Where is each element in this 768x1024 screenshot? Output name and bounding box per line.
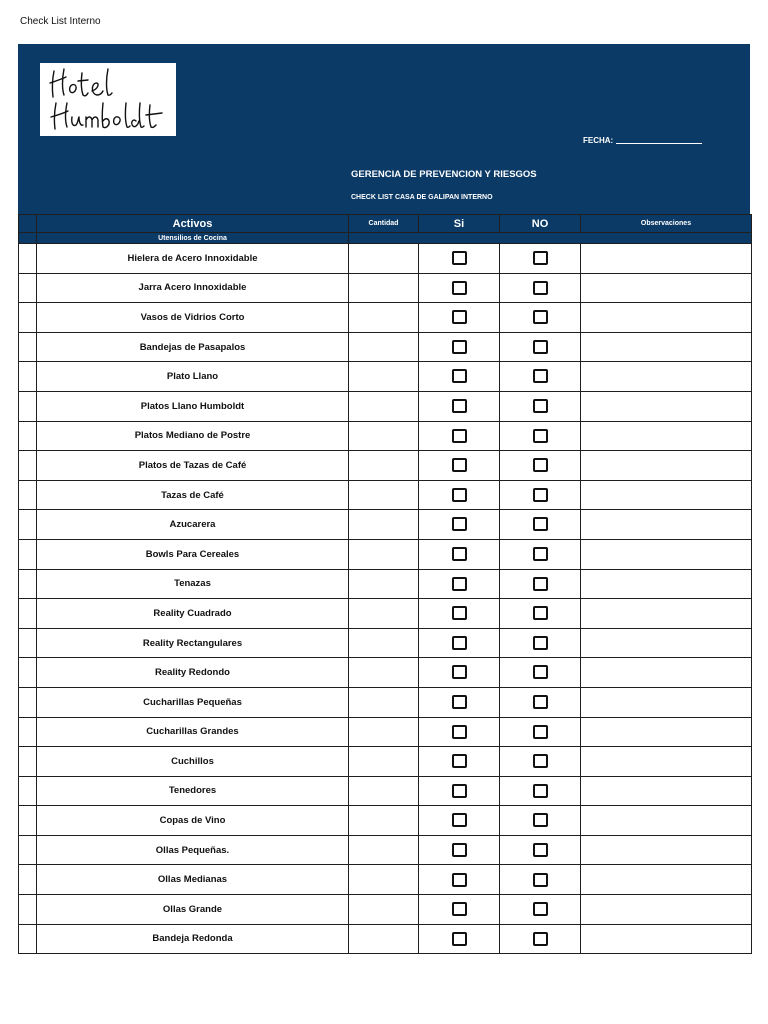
item-name: Tenedores bbox=[37, 776, 349, 806]
no-checkbox[interactable] bbox=[533, 902, 548, 916]
si-cell bbox=[419, 480, 500, 510]
table-row bbox=[19, 244, 752, 274]
checklist-subtitle: CHECK LIST CASA DE GALIPAN INTERNO bbox=[351, 194, 493, 201]
row-index-cell bbox=[19, 599, 37, 629]
observaciones-cell[interactable] bbox=[581, 510, 752, 540]
fecha-label: FECHA: bbox=[583, 136, 614, 145]
item-name: Bandejas de Pasapalos bbox=[37, 332, 349, 362]
row-index-cell bbox=[19, 244, 37, 274]
item-name: Ollas Medianas bbox=[37, 865, 349, 895]
item-name: Platos de Tazas de Café bbox=[37, 451, 349, 481]
si-checkbox[interactable] bbox=[452, 873, 467, 887]
observaciones-cell[interactable] bbox=[581, 273, 752, 303]
si-checkbox[interactable] bbox=[452, 340, 467, 354]
si-checkbox[interactable] bbox=[452, 251, 467, 265]
table-row bbox=[19, 687, 752, 717]
row-index-cell bbox=[19, 658, 37, 688]
no-cell bbox=[500, 628, 581, 658]
fecha-blank-line bbox=[616, 143, 702, 144]
table-row bbox=[19, 835, 752, 865]
table-row bbox=[19, 806, 752, 836]
si-checkbox[interactable] bbox=[452, 695, 467, 709]
section-fill-cell bbox=[349, 233, 752, 244]
observaciones-cell[interactable] bbox=[581, 776, 752, 806]
observaciones-cell[interactable] bbox=[581, 391, 752, 421]
no-checkbox[interactable] bbox=[533, 340, 548, 354]
cantidad-cell[interactable] bbox=[349, 480, 419, 510]
no-checkbox[interactable] bbox=[533, 784, 548, 798]
no-cell bbox=[500, 835, 581, 865]
observaciones-cell[interactable] bbox=[581, 806, 752, 836]
no-cell bbox=[500, 332, 581, 362]
observaciones-cell[interactable] bbox=[581, 687, 752, 717]
no-checkbox[interactable] bbox=[533, 399, 548, 413]
item-name: Cucharillas Grandes bbox=[37, 717, 349, 747]
cantidad-cell[interactable] bbox=[349, 451, 419, 481]
si-cell bbox=[419, 599, 500, 629]
si-checkbox[interactable] bbox=[452, 784, 467, 798]
table-row bbox=[19, 303, 752, 333]
no-cell bbox=[500, 480, 581, 510]
item-name: Copas de Vino bbox=[37, 806, 349, 836]
si-cell bbox=[419, 658, 500, 688]
si-cell bbox=[419, 924, 500, 954]
cantidad-cell[interactable] bbox=[349, 273, 419, 303]
cantidad-cell[interactable] bbox=[349, 658, 419, 688]
row-index-cell bbox=[19, 747, 37, 777]
table-row bbox=[19, 421, 752, 451]
hotel-logo bbox=[40, 63, 176, 136]
row-index-cell bbox=[19, 391, 37, 421]
cantidad-cell[interactable] bbox=[349, 776, 419, 806]
no-cell bbox=[500, 362, 581, 392]
no-cell bbox=[500, 510, 581, 540]
si-checkbox[interactable] bbox=[452, 517, 467, 531]
no-cell bbox=[500, 451, 581, 481]
no-checkbox[interactable] bbox=[533, 281, 548, 295]
si-checkbox[interactable] bbox=[452, 488, 467, 502]
item-name: Ollas Grande bbox=[37, 895, 349, 925]
table-row bbox=[19, 273, 752, 303]
no-cell bbox=[500, 391, 581, 421]
item-name: Tazas de Café bbox=[37, 480, 349, 510]
row-index-cell bbox=[19, 539, 37, 569]
no-checkbox[interactable] bbox=[533, 843, 548, 857]
si-checkbox[interactable] bbox=[452, 281, 467, 295]
no-cell bbox=[500, 599, 581, 629]
si-checkbox[interactable] bbox=[452, 429, 467, 443]
si-checkbox[interactable] bbox=[452, 902, 467, 916]
cantidad-cell[interactable] bbox=[349, 569, 419, 599]
header-index-cell bbox=[19, 215, 37, 233]
item-name: Reality Redondo bbox=[37, 658, 349, 688]
item-name: Bandeja Redonda bbox=[37, 924, 349, 954]
row-index-cell bbox=[19, 835, 37, 865]
table-row bbox=[19, 510, 752, 540]
section-row bbox=[19, 233, 752, 244]
si-checkbox[interactable] bbox=[452, 547, 467, 561]
table-row bbox=[19, 362, 752, 392]
item-name: Cuchillos bbox=[37, 747, 349, 777]
table-row bbox=[19, 391, 752, 421]
si-checkbox[interactable] bbox=[452, 369, 467, 383]
no-cell bbox=[500, 865, 581, 895]
no-checkbox[interactable] bbox=[533, 932, 548, 946]
no-cell bbox=[500, 776, 581, 806]
document-title: Check List Interno bbox=[20, 16, 101, 27]
table-row bbox=[19, 776, 752, 806]
cantidad-cell[interactable] bbox=[349, 717, 419, 747]
no-cell bbox=[500, 687, 581, 717]
no-checkbox[interactable] bbox=[533, 813, 548, 827]
no-checkbox[interactable] bbox=[533, 665, 548, 679]
si-cell bbox=[419, 865, 500, 895]
cantidad-cell[interactable] bbox=[349, 687, 419, 717]
no-cell bbox=[500, 244, 581, 274]
si-checkbox[interactable] bbox=[452, 636, 467, 650]
si-cell bbox=[419, 687, 500, 717]
table-row bbox=[19, 747, 752, 777]
cantidad-cell[interactable] bbox=[349, 924, 419, 954]
item-name: Jarra Acero Innoxidable bbox=[37, 273, 349, 303]
no-cell bbox=[500, 658, 581, 688]
row-index-cell bbox=[19, 806, 37, 836]
row-index-cell bbox=[19, 895, 37, 925]
observaciones-cell[interactable] bbox=[581, 303, 752, 333]
observaciones-cell[interactable] bbox=[581, 717, 752, 747]
header-activos: Activos bbox=[37, 215, 349, 233]
hotel-humboldt-signature-logo bbox=[40, 63, 176, 136]
header-cantidad: Cantidad bbox=[349, 215, 419, 233]
table-header-row bbox=[19, 215, 752, 233]
observaciones-cell[interactable] bbox=[581, 480, 752, 510]
section-index-cell bbox=[19, 233, 37, 244]
row-index-cell bbox=[19, 362, 37, 392]
table-row bbox=[19, 717, 752, 747]
row-index-cell bbox=[19, 628, 37, 658]
department-heading: GERENCIA DE PREVENCION Y RIESGOS bbox=[351, 169, 537, 180]
cantidad-cell[interactable] bbox=[349, 628, 419, 658]
header-si: Si bbox=[419, 215, 500, 233]
si-cell bbox=[419, 539, 500, 569]
row-index-cell bbox=[19, 776, 37, 806]
no-checkbox[interactable] bbox=[533, 873, 548, 887]
si-checkbox[interactable] bbox=[452, 606, 467, 620]
item-name: Azucarera bbox=[37, 510, 349, 540]
row-index-cell bbox=[19, 717, 37, 747]
cantidad-cell[interactable] bbox=[349, 303, 419, 333]
si-cell bbox=[419, 747, 500, 777]
observaciones-cell[interactable] bbox=[581, 658, 752, 688]
item-name: Platos Mediano de Postre bbox=[37, 421, 349, 451]
item-name: Reality Rectangulares bbox=[37, 628, 349, 658]
item-name: Bowls Para Cereales bbox=[37, 539, 349, 569]
si-cell bbox=[419, 303, 500, 333]
table-row bbox=[19, 865, 752, 895]
item-name: Reality Cuadrado bbox=[37, 599, 349, 629]
no-cell bbox=[500, 273, 581, 303]
observaciones-cell[interactable] bbox=[581, 835, 752, 865]
no-checkbox[interactable] bbox=[533, 606, 548, 620]
no-checkbox[interactable] bbox=[533, 251, 548, 265]
row-index-cell bbox=[19, 451, 37, 481]
cantidad-cell[interactable] bbox=[349, 895, 419, 925]
cantidad-cell[interactable] bbox=[349, 391, 419, 421]
no-checkbox[interactable] bbox=[533, 547, 548, 561]
no-cell bbox=[500, 924, 581, 954]
si-checkbox[interactable] bbox=[452, 932, 467, 946]
observaciones-cell[interactable] bbox=[581, 451, 752, 481]
si-cell bbox=[419, 332, 500, 362]
row-index-cell bbox=[19, 687, 37, 717]
si-checkbox[interactable] bbox=[452, 310, 467, 324]
observaciones-cell[interactable] bbox=[581, 895, 752, 925]
cantidad-cell[interactable] bbox=[349, 244, 419, 274]
no-checkbox[interactable] bbox=[533, 725, 548, 739]
no-checkbox[interactable] bbox=[533, 754, 548, 768]
table-row bbox=[19, 658, 752, 688]
cantidad-cell[interactable] bbox=[349, 421, 419, 451]
si-cell bbox=[419, 628, 500, 658]
row-index-cell bbox=[19, 480, 37, 510]
table-row bbox=[19, 895, 752, 925]
si-cell bbox=[419, 569, 500, 599]
observaciones-cell[interactable] bbox=[581, 747, 752, 777]
row-index-cell bbox=[19, 273, 37, 303]
observaciones-cell[interactable] bbox=[581, 924, 752, 954]
checklist-table bbox=[18, 214, 752, 954]
item-name: Plato Llano bbox=[37, 362, 349, 392]
si-cell bbox=[419, 362, 500, 392]
si-cell bbox=[419, 391, 500, 421]
no-cell bbox=[500, 539, 581, 569]
row-index-cell bbox=[19, 332, 37, 362]
cantidad-cell[interactable] bbox=[349, 599, 419, 629]
item-name: Tenazas bbox=[37, 569, 349, 599]
si-checkbox[interactable] bbox=[452, 754, 467, 768]
checklist-body bbox=[19, 244, 752, 954]
no-checkbox[interactable] bbox=[533, 517, 548, 531]
no-checkbox[interactable] bbox=[533, 429, 548, 443]
si-checkbox[interactable] bbox=[452, 725, 467, 739]
cantidad-cell[interactable] bbox=[349, 835, 419, 865]
cantidad-cell[interactable] bbox=[349, 510, 419, 540]
fecha-field bbox=[583, 136, 702, 145]
table-row bbox=[19, 569, 752, 599]
table-row bbox=[19, 451, 752, 481]
observaciones-cell[interactable] bbox=[581, 421, 752, 451]
no-checkbox[interactable] bbox=[533, 577, 548, 591]
no-cell bbox=[500, 747, 581, 777]
row-index-cell bbox=[19, 865, 37, 895]
si-cell bbox=[419, 835, 500, 865]
si-cell bbox=[419, 776, 500, 806]
observaciones-cell[interactable] bbox=[581, 865, 752, 895]
header-panel bbox=[18, 44, 750, 214]
observaciones-cell[interactable] bbox=[581, 362, 752, 392]
si-cell bbox=[419, 421, 500, 451]
item-name: Ollas Pequeñas. bbox=[37, 835, 349, 865]
si-cell bbox=[419, 273, 500, 303]
cantidad-cell[interactable] bbox=[349, 865, 419, 895]
row-index-cell bbox=[19, 303, 37, 333]
no-cell bbox=[500, 806, 581, 836]
no-checkbox[interactable] bbox=[533, 488, 548, 502]
row-index-cell bbox=[19, 569, 37, 599]
item-name: Platos Llano Humboldt bbox=[37, 391, 349, 421]
header-observaciones: Observaciones bbox=[581, 215, 752, 233]
si-checkbox[interactable] bbox=[452, 813, 467, 827]
no-checkbox[interactable] bbox=[533, 695, 548, 709]
si-checkbox[interactable] bbox=[452, 399, 467, 413]
table-row bbox=[19, 628, 752, 658]
table-row bbox=[19, 480, 752, 510]
no-checkbox[interactable] bbox=[533, 636, 548, 650]
observaciones-cell[interactable] bbox=[581, 599, 752, 629]
si-cell bbox=[419, 806, 500, 836]
section-label: Utensilios de Cocina bbox=[37, 233, 349, 244]
header-no: NO bbox=[500, 215, 581, 233]
row-index-cell bbox=[19, 924, 37, 954]
table-row bbox=[19, 599, 752, 629]
observaciones-cell[interactable] bbox=[581, 539, 752, 569]
no-cell bbox=[500, 421, 581, 451]
table-row bbox=[19, 924, 752, 954]
cantidad-cell[interactable] bbox=[349, 747, 419, 777]
no-checkbox[interactable] bbox=[533, 369, 548, 383]
table-row bbox=[19, 539, 752, 569]
si-cell bbox=[419, 244, 500, 274]
si-checkbox[interactable] bbox=[452, 458, 467, 472]
no-checkbox[interactable] bbox=[533, 458, 548, 472]
item-name: Cucharillas Pequeñas bbox=[37, 687, 349, 717]
cantidad-cell[interactable] bbox=[349, 539, 419, 569]
no-checkbox[interactable] bbox=[533, 310, 548, 324]
si-cell bbox=[419, 717, 500, 747]
cantidad-cell[interactable] bbox=[349, 332, 419, 362]
observaciones-cell[interactable] bbox=[581, 628, 752, 658]
item-name: Vasos de Vidrios Corto bbox=[37, 303, 349, 333]
no-cell bbox=[500, 303, 581, 333]
observaciones-cell[interactable] bbox=[581, 332, 752, 362]
observaciones-cell[interactable] bbox=[581, 569, 752, 599]
si-checkbox[interactable] bbox=[452, 577, 467, 591]
no-cell bbox=[500, 717, 581, 747]
table-row bbox=[19, 332, 752, 362]
si-cell bbox=[419, 510, 500, 540]
no-cell bbox=[500, 569, 581, 599]
si-checkbox[interactable] bbox=[452, 665, 467, 679]
no-cell bbox=[500, 895, 581, 925]
row-index-cell bbox=[19, 421, 37, 451]
observaciones-cell[interactable] bbox=[581, 244, 752, 274]
item-name: Hielera de Acero Innoxidable bbox=[37, 244, 349, 274]
si-checkbox[interactable] bbox=[452, 843, 467, 857]
row-index-cell bbox=[19, 510, 37, 540]
si-cell bbox=[419, 451, 500, 481]
cantidad-cell[interactable] bbox=[349, 362, 419, 392]
cantidad-cell[interactable] bbox=[349, 806, 419, 836]
si-cell bbox=[419, 895, 500, 925]
